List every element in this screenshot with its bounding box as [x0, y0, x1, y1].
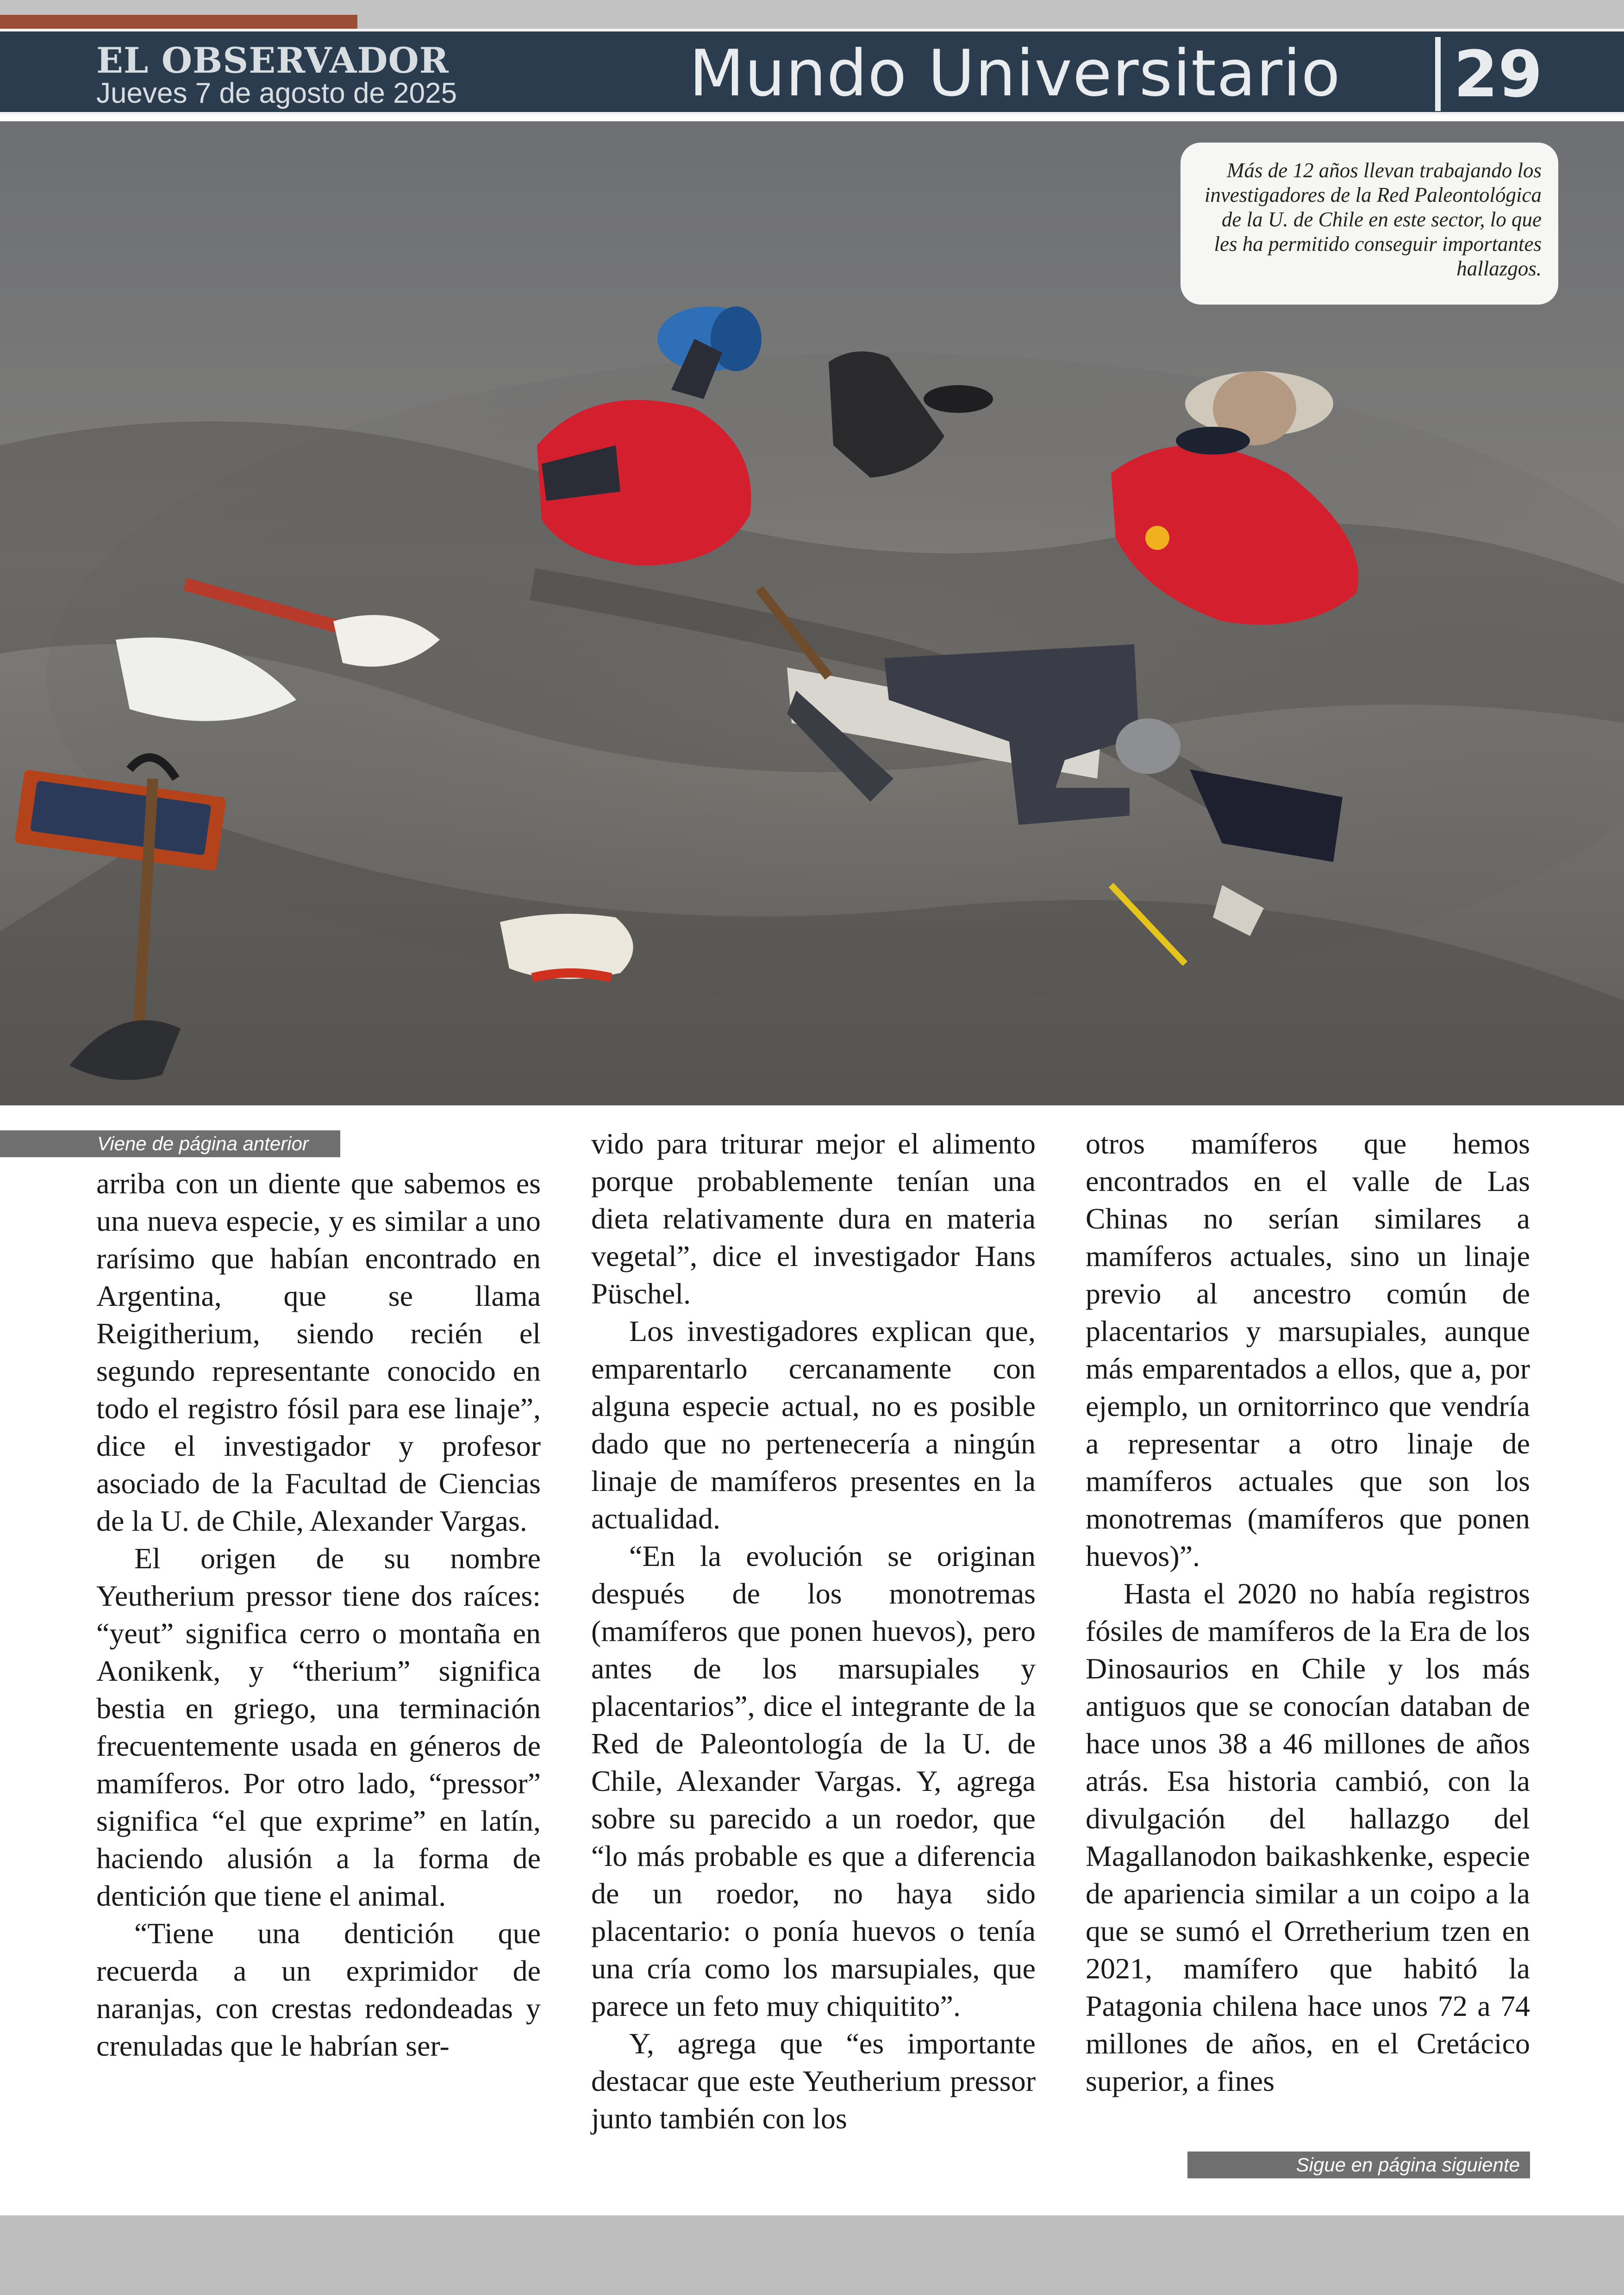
column-3-paragraph: otros mamíferos que hemos encontrados en el valle de Las Chinas no serían similares a mamíferos actuales, sino un linaje previo al ancestro común de placentarios y marsupiales, aunque más emparentados a ellos, que a, por ejemplo, un ornitorrinco que vendría a representar a otro linaje de mamíferos actuales que son los monotremas (mamíferos que ponen huevos)”. — [1086, 1127, 1530, 1572]
article-column-1 — [96, 1165, 541, 2064]
article-column-3 — [1086, 1125, 1530, 2100]
column-1-paragraph: “Tiene una dentición que recuerda a un exprimidor de naranjas, con crestas redondeadas y crenuladas que le habrían ser- — [96, 1917, 541, 2062]
header-divider — [1435, 37, 1441, 111]
page-number: 29 — [1454, 37, 1543, 112]
bottom-margin-bar — [0, 2215, 1624, 2295]
top-accent-stripe — [0, 15, 357, 29]
column-2-paragraph: “En la evolución se originan después de los monotremas (mamíferos que ponen huevos), pero antes de los marsupiales y placentarios”, dice el integrante de la Red de Paleontología de la U. de Chile, Alexander Vargas. Y, agrega sobre su parecido a un roedor, que “lo más probable es que a diferencia de un roedor, no haya sido placentario: o ponía huevos o tenía una cría como los marsupiales, que parece un feto muy chiquitito”. — [591, 1540, 1036, 2022]
column-2-paragraph: Los investigadores explican que, emparentarlo cercanamente con alguna especie actual, no es posible dado que no pertenecería a ningún linaje de mamíferos presentes en la actualidad. — [591, 1315, 1036, 1535]
column-1-paragraph: El origen de su nombre Yeutherium pressor tiene dos raíces: “yeut” significa cerro o montaña en Aonikenk, y “therium” significa bestia en griego, una terminación frecuentemente usada en géneros de mamíferos. Por otro lado, “pressor” significa “el que exprime” en latín, haciendo alusión a la forma de dentición que tiene el animal. — [96, 1542, 541, 1912]
column-3-paragraph: Hasta el 2020 no había registros fósiles de mamíferos de la Era de los Dinosaurios en Chile y los más antiguos que se conocían databan de hace unos 38 a 46 millones de años atrás. Esa historia cambió, con la divulgación del hallazgo del Magallanodon baikashkenke, especie de apariencia similar a un coipo a la que se sumó el Orretherium tzen en 2021, mamífero que habitó la Patagonia chilena hace unos 72 a 74 millones de años, en el Cretácico superior, a fines — [1086, 1577, 1530, 2097]
article-column-2 — [591, 1125, 1036, 2137]
column-2-paragraph: vido para triturar mejor el alimento porque probablemente tenían una dieta relativamente dura en materia vegetal”, dice el investigador Hans Püschel. — [591, 1127, 1036, 1310]
column-1-paragraph: arriba con un diente que sabemos es una nueva especie, y es similar a uno rarísimo que habían encontrado en Argentina, que se llama Reigitherium, siendo recién el segundo representante conocido en todo el registro fósil para ese linaje”, dice el investigador y profesor asociado de la Facultad de Ciencias de la U. de Chile, Alexander Vargas. — [96, 1167, 541, 1537]
page-header — [0, 29, 1624, 115]
column-2-paragraph: Y, agrega que “es importante destacar que este Yeutherium pressor junto también con los — [591, 2027, 1036, 2135]
continued-from-tag[interactable]: Viene de página anterior — [0, 1130, 340, 1157]
photo-caption: Más de 12 años llevan trabajando los investigadores de la Red Paleontológica de la U. de Chile en este sector, lo que les ha permitido conseguir importantes hallazgos. — [1181, 143, 1558, 305]
issue-date: Jueves 7 de agosto de 2025 — [96, 77, 457, 109]
continued-on-tag[interactable]: Sigue en página siguiente — [1187, 2152, 1530, 2178]
section-title: Mundo Universitario — [689, 36, 1341, 111]
newspaper-name: EL OBSERVADOR — [96, 40, 449, 81]
